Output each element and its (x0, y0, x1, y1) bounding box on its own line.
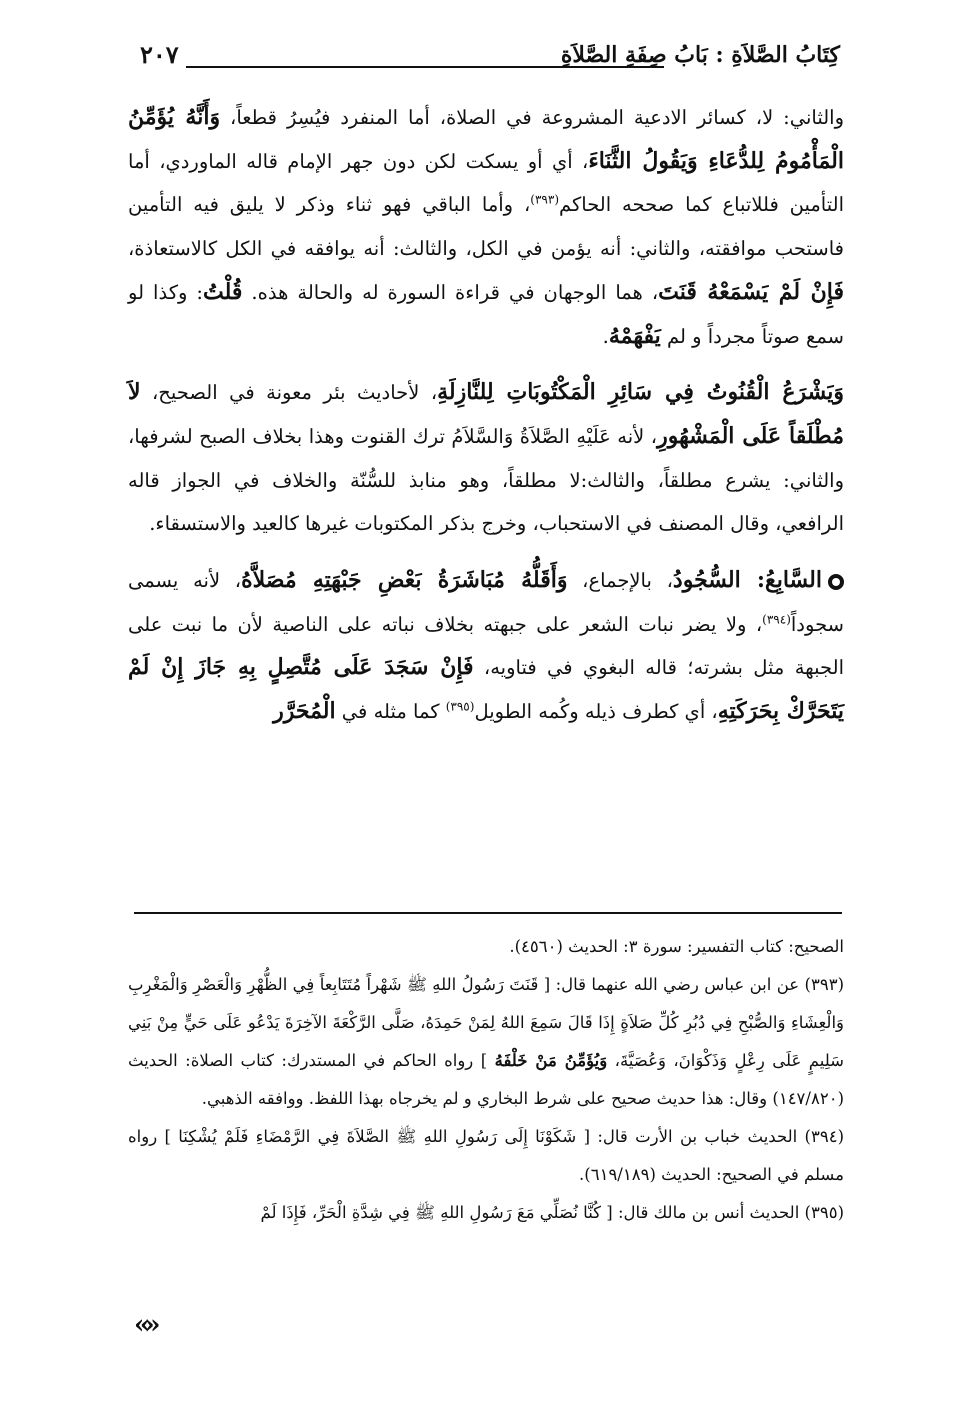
text: كما مثله في (335, 700, 446, 724)
text: ، وأما الباقي فهو ثناء وذكر لا يليق فيه التأمين فاستحب موافقته، والثاني: أنه يؤمن في الكل، والثالث: أنه يوافقه في الكل كالاستعاذة، (128, 193, 844, 261)
text: ، أي أو يسكت لكن دون جهر الإمام قاله الماوردي، أما التأمين فللاتباع كما صححه الحاكم (128, 149, 844, 217)
running-title: كِتَابُ الصَّلاَةِ : بَابُ صِفَةِ الصَّلاَةِ (560, 42, 840, 68)
main-text (128, 96, 844, 734)
bold-text: وَيُؤَمِّنُ مَنْ خَلْفَهُ (494, 1051, 608, 1070)
matn-text: فَإِنْ سَجَدَ عَلَى مُتَّصِلٍ بِهِ جَازَ إِنْ لَمْ يَتَحَرَّكْ بِحَرَكَتِهِ (128, 654, 844, 725)
matn-text: وَأَقَلُّهُ مُبَاشَرَةُ بَعْضِ جَبْهَتِهِ مُصَلاَّهُ (241, 567, 568, 594)
matn-text: فَإِنْ لَمْ يَسْمَعْهُ قَنَتَ (658, 278, 844, 305)
footnote-ref: (٣٩٣) (530, 192, 559, 207)
footnote-393 (128, 966, 844, 1118)
footnote-394: (٣٩٤) الحديث خباب بن الأرت قال: [ شَكَوْنَا إِلَى رَسُولِ اللهِ ﷺ الصَّلاَةَ فِي الرَّمْضَاءِ فَلَمْ يُشْكِنَا ] رواه مسلم في الصحيح: الحديث (٦١٩/١٨٩). (128, 1127, 844, 1184)
footnotes (128, 928, 844, 1232)
footnote-separator (134, 912, 842, 914)
text: ، بالإجماع، (567, 569, 673, 593)
text: ، ولا يضر نبات الشعر على جبهته بخلاف نباته على الناصية لأن ما نبت على الجبهة مثل بشرته؛ قاله البغوي في فتاويه، (128, 612, 844, 680)
text: . (602, 324, 609, 348)
paragraph-3 (128, 559, 844, 734)
matn-text: وَيَشْرَعُ الْقُنُوتُ فِي سَائِرِ الْمَكْتُوبَاتِ لِلنَّازِلَةِ (437, 379, 845, 406)
matn-text: لاَ مُطْلَقاً عَلَى الْمَشْهُورِ (128, 379, 844, 449)
text: ، لأحاديث بئر معونة في الصحيح، (140, 381, 438, 405)
bullet-icon (828, 574, 844, 590)
text: ، لأنه يسمى سجوداً (128, 569, 844, 636)
text: ، لأنه عَلَيْهِ الصَّلاَةُ وَالسَّلاَمُ ترك القنوت وهذا بخلاف الصبح لشرفها، والثاني: يشرع مطلقاً، والثالث:لا مطلقاً، وهو منابذ للسُّنّة والخلاف في الجواز قاله الرافعي، وقال المصنف في الاستحباب، وخرج بذكر المكتوبات غيرها كالعيد والاستسقاء. (128, 424, 844, 536)
text: (٣٩٣) عن ابن عباس رضي الله عنهما قال: [ قَنَتَ رَسُولُ اللهِ ﷺ شَهْراً مُتَتَابِعاً فِي الظُّهْرِ وَالْعَصْرِ وَالْمَغْرِبِ وَالْعِشَاءِ وَالصُّبْحِ فِي دُبُرِ كُلِّ صَلاَةٍ إِذَا قَالَ سَمِعَ اللهُ لِمَنْ حَمِدَهُ، صَلَّى الرَّكْعَةَ الآخِرَةَ يَدْعُو عَلَى حَيٍّ مِنْ بَنِي سَلِيمٍ عَلَى رِعْلٍ وَذَكْوَانَ، وَعُصَيَّةَ، (128, 975, 844, 1070)
text: ] رواه الحاكم في المستدرك: كتاب الصلاة: الحديث (١٤٧/٨٢٠) وقال: هذا حديث صحيح على شرط البخاري و لم يخرجاه بهذا اللفظ. ووافقه الذهبي. (128, 1051, 844, 1108)
text: : وكذا لو سمع صوتاً مجرداً و لم (128, 280, 844, 348)
continuation-mark: «» (134, 1310, 155, 1340)
matn-text: وَأَنَّهُ يُؤَمِّنُ الْمَأْمُومُ لِلدُّعَاءِ وَيَقُولُ الثَّنَاءَ (128, 104, 845, 174)
page-header (140, 38, 840, 78)
text: ، هما الوجهان في قراءة السورة له والحالة هذه. (242, 280, 659, 304)
matn-text: قُلْتُ (203, 278, 243, 305)
matn-text: الْمُحَرَّر (273, 698, 336, 725)
footnote-ref: (٣٩٤) (762, 612, 791, 627)
text: والثاني: لا، كسائر الادعية المشروعة في الصلاة، أما المنفرد فيُسِرُ قطعاً، (220, 106, 845, 129)
footnote-ref: (٣٩٥) (445, 699, 475, 714)
page-number: ٢٠٧ (140, 40, 179, 69)
text: ، أي كطرف ذيله وكُمه الطويل (474, 700, 718, 724)
footnote-continued: الصحيح: كتاب التفسير: سورة ٣: الحديث (٤٥٦٠). (509, 937, 844, 956)
paragraph-1 (128, 96, 844, 358)
paragraph-2 (128, 371, 844, 546)
matn-text: يَفْهَمْهُ (608, 322, 661, 349)
footnote-395: (٣٩٥) الحديث أنس بن مالك قال: [ كُنَّا نُصَلِّي مَعَ رَسُولِ اللهِ ﷺ فِي شِدَّةِ الْحَرِّ، فَإِذَا لَمْ (260, 1203, 844, 1222)
matn-text: السَّابِعُ: السُّجُودُ (672, 567, 822, 594)
